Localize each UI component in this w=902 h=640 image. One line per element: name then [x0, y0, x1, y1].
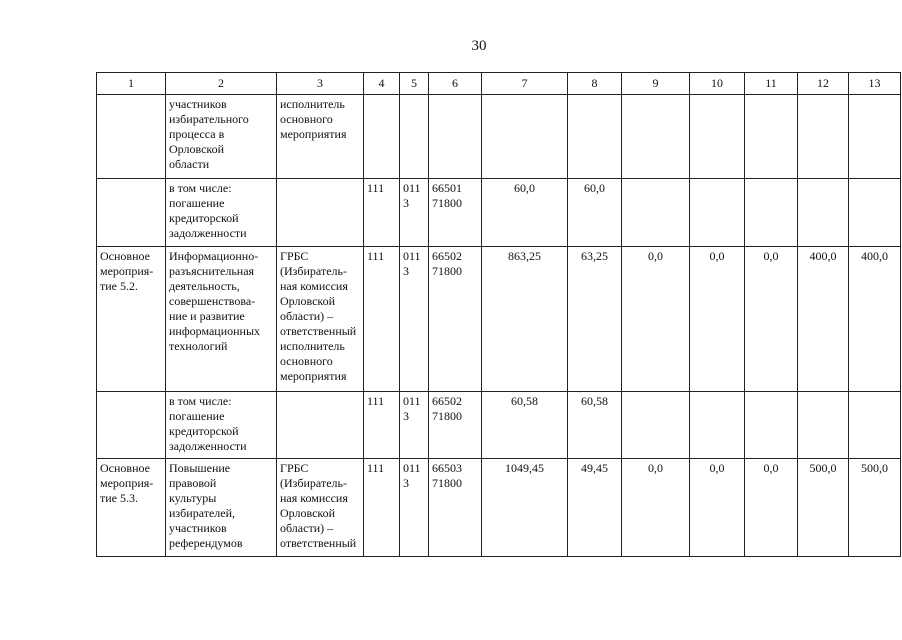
value-cell [568, 95, 622, 179]
table-header-row [97, 73, 901, 95]
code-cell [364, 95, 400, 179]
value-cell: 49,45 [568, 459, 622, 557]
description-cell: в том числе: погашение кредиторской задолженности [166, 179, 277, 247]
code-cell: 66501 71800 [429, 179, 482, 247]
value-cell [745, 392, 798, 459]
value-cell: 0,0 [622, 247, 690, 392]
column-header: 4 [364, 73, 400, 95]
value-cell: 500,0 [849, 459, 901, 557]
value-cell: 0,0 [745, 247, 798, 392]
table-row [97, 392, 901, 459]
code-cell: 111 [364, 459, 400, 557]
value-cell: 60,0 [482, 179, 568, 247]
executor-cell: ГРБС (Избиратель- ная комиссия Орловской области) – ответственный [277, 459, 364, 557]
activity-cell [97, 392, 166, 459]
description-cell: в том числе: погашение кредиторской задолженности [166, 392, 277, 459]
value-cell [690, 179, 745, 247]
column-header: 1 [97, 73, 166, 95]
value-cell [745, 179, 798, 247]
value-cell [622, 95, 690, 179]
activity-cell: Основное мероприя- тие 5.3. [97, 459, 166, 557]
column-header: 12 [798, 73, 849, 95]
column-header: 8 [568, 73, 622, 95]
table-row [97, 95, 901, 179]
code-cell: 111 [364, 179, 400, 247]
activity-cell [97, 179, 166, 247]
budget-table [96, 72, 901, 557]
value-cell [849, 392, 901, 459]
value-cell: 1049,45 [482, 459, 568, 557]
value-cell: 0,0 [690, 247, 745, 392]
column-header: 6 [429, 73, 482, 95]
code-cell: 111 [364, 247, 400, 392]
value-cell [849, 179, 901, 247]
executor-cell [277, 179, 364, 247]
column-header: 3 [277, 73, 364, 95]
code-cell: 66503 71800 [429, 459, 482, 557]
table-row [97, 247, 901, 392]
description-cell: Повышение правовой культуры избирателей, участников референдумов [166, 459, 277, 557]
code-cell: 011 3 [400, 459, 429, 557]
code-cell: 011 3 [400, 179, 429, 247]
value-cell: 0,0 [622, 459, 690, 557]
description-cell: Информационно- разъяснительная деятельность, совершенствова- ние и развитие информационных технологий [166, 247, 277, 392]
code-cell: 66502 71800 [429, 247, 482, 392]
executor-cell: ГРБС (Избиратель- ная комиссия Орловской области) – ответственный исполнитель основного мероприятия [277, 247, 364, 392]
value-cell: 400,0 [849, 247, 901, 392]
value-cell: 60,58 [568, 392, 622, 459]
value-cell [849, 95, 901, 179]
column-header: 5 [400, 73, 429, 95]
value-cell: 60,0 [568, 179, 622, 247]
column-header: 10 [690, 73, 745, 95]
code-cell: 011 3 [400, 392, 429, 459]
value-cell: 0,0 [745, 459, 798, 557]
code-cell [400, 95, 429, 179]
value-cell [690, 392, 745, 459]
code-cell: 011 3 [400, 247, 429, 392]
column-header: 7 [482, 73, 568, 95]
description-cell: участников избирательного процесса в Орловской области [166, 95, 277, 179]
column-header: 2 [166, 73, 277, 95]
value-cell [690, 95, 745, 179]
value-cell [798, 179, 849, 247]
activity-cell [97, 95, 166, 179]
value-cell: 500,0 [798, 459, 849, 557]
value-cell [798, 392, 849, 459]
executor-cell [277, 392, 364, 459]
code-cell: 111 [364, 392, 400, 459]
value-cell: 0,0 [690, 459, 745, 557]
value-cell: 63,25 [568, 247, 622, 392]
page-number: 30 [471, 38, 487, 54]
executor-cell: исполнитель основного мероприятия [277, 95, 364, 179]
column-header: 11 [745, 73, 798, 95]
column-header: 9 [622, 73, 690, 95]
value-cell: 863,25 [482, 247, 568, 392]
value-cell: 60,58 [482, 392, 568, 459]
code-cell: 66502 71800 [429, 392, 482, 459]
column-header: 13 [849, 73, 901, 95]
value-cell [622, 179, 690, 247]
table-row [97, 459, 901, 557]
value-cell [622, 392, 690, 459]
value-cell: 400,0 [798, 247, 849, 392]
value-cell [798, 95, 849, 179]
code-cell [429, 95, 482, 179]
table-row [97, 179, 901, 247]
value-cell [482, 95, 568, 179]
activity-cell: Основное мероприя- тие 5.2. [97, 247, 166, 392]
value-cell [745, 95, 798, 179]
